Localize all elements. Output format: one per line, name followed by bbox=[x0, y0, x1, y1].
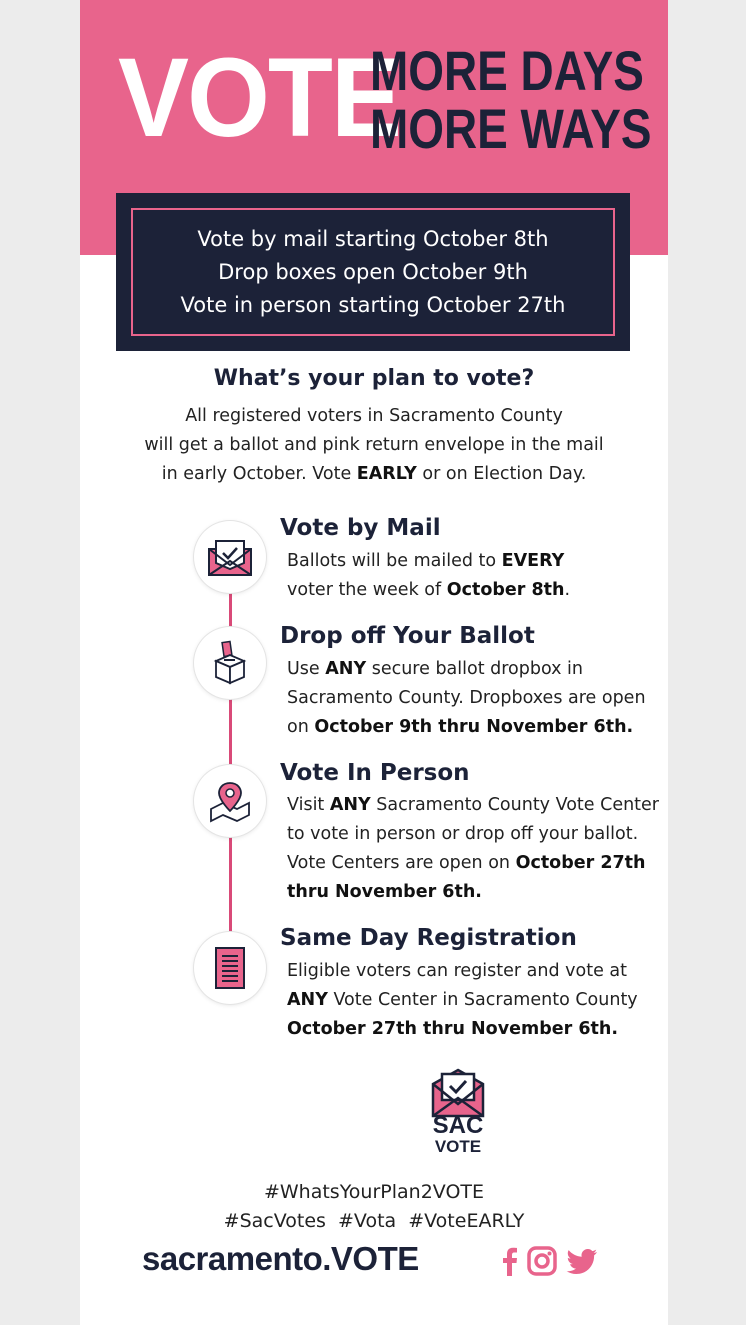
step-mail-title: Vote by Mail bbox=[280, 515, 441, 541]
plan-line-3-text: in early October. Vote bbox=[161, 464, 357, 484]
step-dropoff-body bbox=[287, 655, 646, 742]
emphasis: thru November 6th. bbox=[287, 882, 482, 902]
step-dropoff-title: Drop off Your Ballot bbox=[280, 623, 535, 649]
text: Sacramento County Vote Center bbox=[370, 795, 660, 815]
date-line-dropbox: Drop boxes open October 9th bbox=[218, 259, 528, 284]
plan-early-emphasis: EARLY bbox=[356, 464, 417, 484]
plan-line-3 bbox=[80, 460, 668, 489]
ballot-box-icon bbox=[210, 639, 250, 687]
hashtag-line-1: #WhatsYourPlan2VOTE bbox=[263, 1181, 485, 1203]
step-registration-line-2 bbox=[287, 986, 638, 1015]
text: Vote Center in Sacramento County bbox=[327, 990, 638, 1010]
step-dropoff-icon-circle bbox=[194, 627, 266, 699]
document-icon bbox=[213, 945, 247, 991]
emphasis: ANY bbox=[325, 659, 367, 679]
step-inperson-line-4 bbox=[287, 878, 659, 907]
website-link[interactable]: sacramento.VOTE bbox=[142, 1240, 419, 1277]
hashtag-line-2: #SacVotes #Vota #VoteEARLY bbox=[223, 1210, 525, 1232]
vote-headline: VOTE bbox=[118, 35, 401, 160]
step-inperson-icon-circle bbox=[194, 765, 266, 837]
text: Vote Centers are open on bbox=[287, 853, 516, 873]
emphasis: ANY bbox=[329, 795, 371, 815]
plan-line-3-end: or on Election Day. bbox=[416, 464, 587, 484]
text: on bbox=[287, 717, 315, 737]
step-inperson-title: Vote In Person bbox=[280, 760, 470, 786]
tagline-line-2: MORE WAYS bbox=[370, 97, 652, 160]
step-registration-line-1: Eligible voters can register and vote at bbox=[287, 961, 627, 981]
step-inperson-line-1 bbox=[287, 791, 659, 820]
plan-intro bbox=[80, 402, 668, 489]
step-dropoff-line-2: Sacramento County. Dropboxes are open bbox=[287, 688, 646, 708]
twitter-icon[interactable] bbox=[565, 1244, 599, 1278]
emphasis: October 27th bbox=[515, 853, 646, 873]
logo-sac: SAC bbox=[432, 1112, 484, 1139]
step-mail-icon-circle bbox=[194, 521, 266, 593]
tagline-line-1: MORE DAYS bbox=[370, 39, 644, 102]
date-line-in-person: Vote in person starting October 27th bbox=[180, 292, 566, 317]
text: . bbox=[564, 580, 571, 600]
step-registration-icon-circle bbox=[194, 932, 266, 1004]
key-dates-box bbox=[116, 193, 630, 351]
emphasis: October 8th bbox=[446, 580, 565, 600]
voter-flyer bbox=[80, 0, 668, 1325]
text: secure ballot dropbox in bbox=[366, 659, 584, 679]
text: Visit bbox=[287, 795, 330, 815]
step-mail-line-2 bbox=[287, 576, 570, 605]
emphasis: October 9th thru November 6th. bbox=[314, 717, 634, 737]
emphasis: October 27th thru November 6th. bbox=[287, 1019, 618, 1039]
facebook-icon[interactable] bbox=[493, 1244, 527, 1278]
step-dropoff-line-3 bbox=[287, 713, 646, 742]
step-registration-title: Same Day Registration bbox=[280, 925, 577, 951]
date-line-mail: Vote by mail starting October 8th bbox=[197, 226, 549, 251]
step-mail-line-1 bbox=[287, 547, 570, 576]
text: Use bbox=[287, 659, 326, 679]
logo-vote: VOTE bbox=[434, 1137, 482, 1156]
emphasis: EVERY bbox=[501, 551, 565, 571]
step-dropoff-line-1 bbox=[287, 655, 646, 684]
plan-title: What’s your plan to vote? bbox=[213, 366, 535, 391]
step-registration-body bbox=[287, 957, 638, 1044]
text: voter the week of bbox=[287, 580, 447, 600]
envelope-check-icon bbox=[206, 537, 254, 577]
sac-vote-logo bbox=[429, 1068, 487, 1164]
step-inperson-line-2: to vote in person or drop off your ballot. bbox=[287, 824, 639, 844]
plan-line-1: All registered voters in Sacramento County bbox=[185, 406, 563, 426]
logo-envelope-icon bbox=[429, 1068, 487, 1118]
plan-line-2: will get a ballot and pink return envelope in the mail bbox=[144, 435, 604, 455]
step-mail-body bbox=[287, 547, 570, 605]
hashtags bbox=[80, 1178, 668, 1236]
map-pin-icon bbox=[207, 779, 253, 823]
emphasis: ANY bbox=[287, 990, 328, 1010]
tagline bbox=[370, 39, 652, 160]
key-dates-frame bbox=[131, 208, 615, 336]
step-inperson-body bbox=[287, 791, 659, 907]
text: Ballots will be mailed to bbox=[287, 551, 502, 571]
step-registration-line-3 bbox=[287, 1015, 638, 1044]
instagram-icon[interactable] bbox=[525, 1244, 559, 1278]
step-inperson-line-3 bbox=[287, 849, 659, 878]
